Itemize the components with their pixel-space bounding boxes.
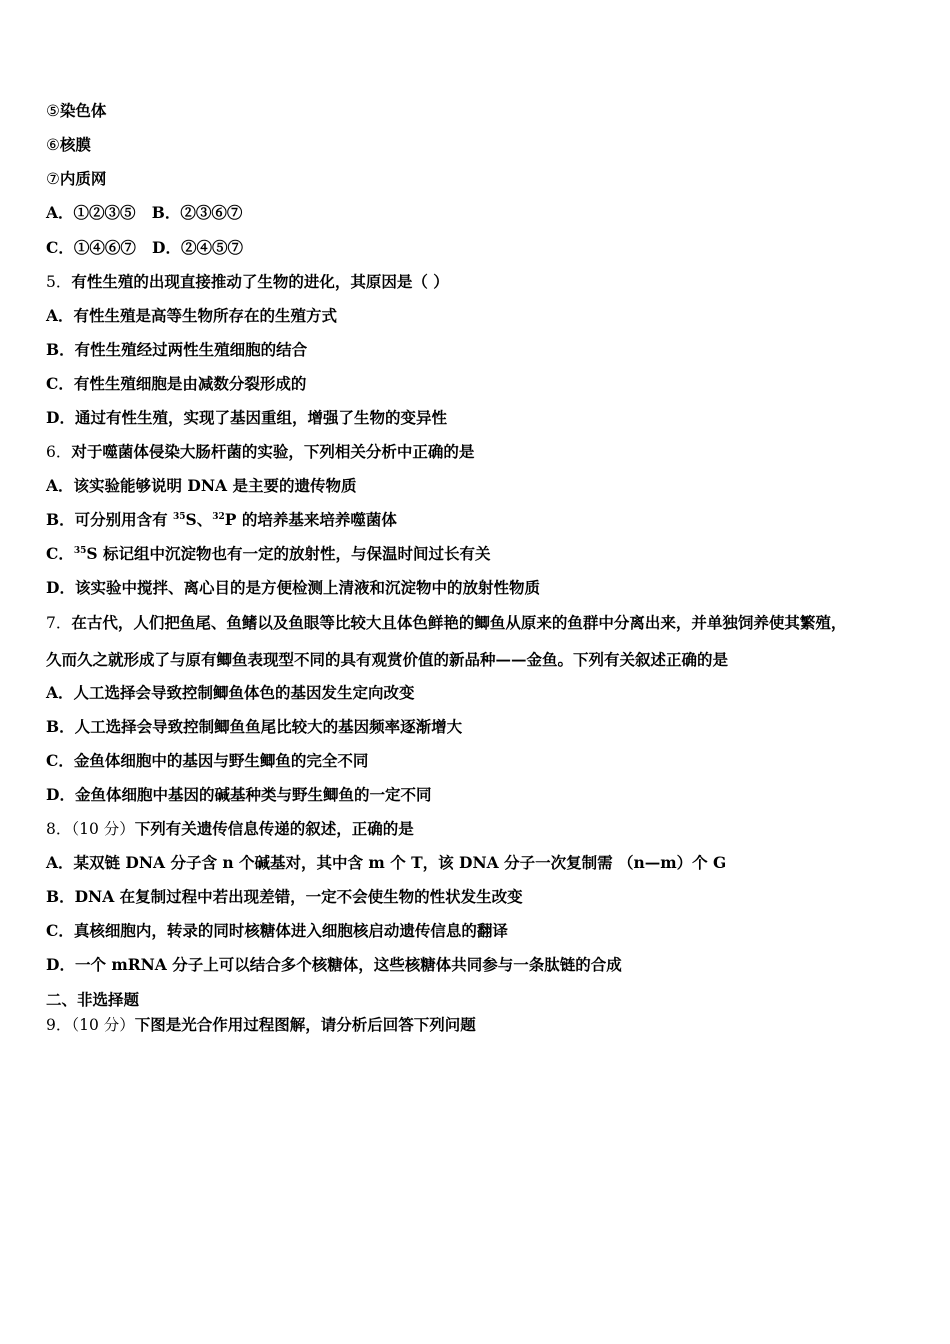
circled-number: ⑤ [46, 102, 60, 120]
isotope-mass: 32 [212, 512, 225, 522]
q7-choice-b: B．人工选择会导致控制鲫鱼鱼尾比较大的基因频率逐渐增大 [46, 717, 463, 736]
question-stem: 下列有关遗传信息传递的叙述，正确的是 [134, 819, 414, 838]
question-5 [46, 272, 449, 292]
q5-choice-a: A．有性生殖是高等生物所存在的生殖方式 [46, 306, 338, 325]
q5-choice-b: B．有性生殖经过两性生殖细胞的结合 [46, 340, 308, 359]
q8-choice-b: B．DNA 在复制过程中若出现差错，一定不会使生物的性状发生改变 [46, 887, 523, 906]
question-stem: 下图是光合作用过程图解，请分析后回答下列问题 [134, 1015, 476, 1034]
q8-choice-d: D．一个 mRNA 分子上可以结合多个核糖体，这些核糖体共同参与一条肽链的合成 [46, 955, 622, 974]
question-number: 5． [46, 273, 72, 291]
question-7-continued: 久而久之就形成了与原有鲫鱼表现型不同的具有观赏价值的新品种——金鱼。下列有关叙述正确的是 [46, 650, 729, 669]
q7-choice-d: D．金鱼体细胞中基因的碱基种类与野生鲫鱼的一定不同 [46, 785, 432, 804]
choice-text: S、 [185, 510, 213, 529]
question-8 [46, 819, 414, 839]
choice-text: S 标记组中沉淀物也有一定的放射性，与保温时间过长有关 [86, 544, 491, 563]
question-7 [46, 613, 846, 633]
option-text: 内质网 [59, 169, 107, 188]
question-number: 7． [46, 614, 72, 632]
section-heading: 二、非选择题 [46, 990, 140, 1009]
q7-choice-c: C．金鱼体细胞中的基因与野生鲫鱼的完全不同 [46, 751, 369, 770]
line-option-5 [46, 101, 106, 121]
choice-text: P 的培养基来培养噬菌体 [224, 510, 397, 529]
isotope-mass: 35 [73, 546, 87, 556]
q5-choice-c: C．有性生殖细胞是由减数分裂形成的 [46, 374, 307, 393]
choice-text: B．可分别用含有 [46, 510, 173, 529]
q4-choices-ab: A．①②③⑤ B．②③⑥⑦ [46, 203, 243, 222]
question-number: 8．（10 分） [46, 820, 135, 838]
option-text: 核膜 [59, 135, 91, 154]
q7-choice-a: A．人工选择会导致控制鲫鱼体色的基因发生定向改变 [46, 683, 415, 702]
option-text: 染色体 [59, 101, 107, 120]
question-9 [46, 1015, 476, 1035]
question-stem: 在古代，人们把鱼尾、鱼鳍以及鱼眼等比较大且体色鲜艳的鲫鱼从原来的鱼群中分离出来，并单独饲养使其繁殖， [71, 613, 847, 632]
q5-choice-d: D．通过有性生殖，实现了基因重组，增强了生物的变异性 [46, 408, 447, 427]
q6-choice-a: A．该实验能够说明 DNA 是主要的遗传物质 [46, 476, 357, 495]
choice-text: C． [46, 544, 74, 563]
q8-choice-a: A．某双链 DNA 分子含 n 个碱基对，其中含 m 个 T，该 DNA 分子一次复制需 （n—m）个 G [46, 853, 727, 872]
isotope-mass: 35 [173, 512, 186, 522]
line-option-7 [46, 169, 106, 189]
question-number: 9．（10 分） [46, 1016, 135, 1034]
q6-choice-c [46, 544, 490, 564]
circled-number: ⑥ [46, 136, 60, 154]
question-6 [46, 442, 474, 462]
question-stem: 对于噬菌体侵染大肠杆菌的实验，下列相关分析中正确的是 [71, 442, 475, 461]
question-stem: 有性生殖的出现直接推动了生物的进化，其原因是（ ） [71, 272, 449, 291]
q6-choice-d: D．该实验中搅拌、离心目的是方便检测上清液和沉淀物中的放射性物质 [46, 578, 540, 597]
q8-choice-c: C．真核细胞内，转录的同时核糖体进入细胞核启动遗传信息的翻译 [46, 921, 508, 940]
q4-choices-cd: C．①④⑥⑦ D．②④⑤⑦ [46, 238, 243, 257]
q6-choice-b [46, 510, 397, 530]
circled-number: ⑦ [46, 170, 60, 188]
question-number: 6． [46, 443, 72, 461]
line-option-6 [46, 135, 91, 155]
